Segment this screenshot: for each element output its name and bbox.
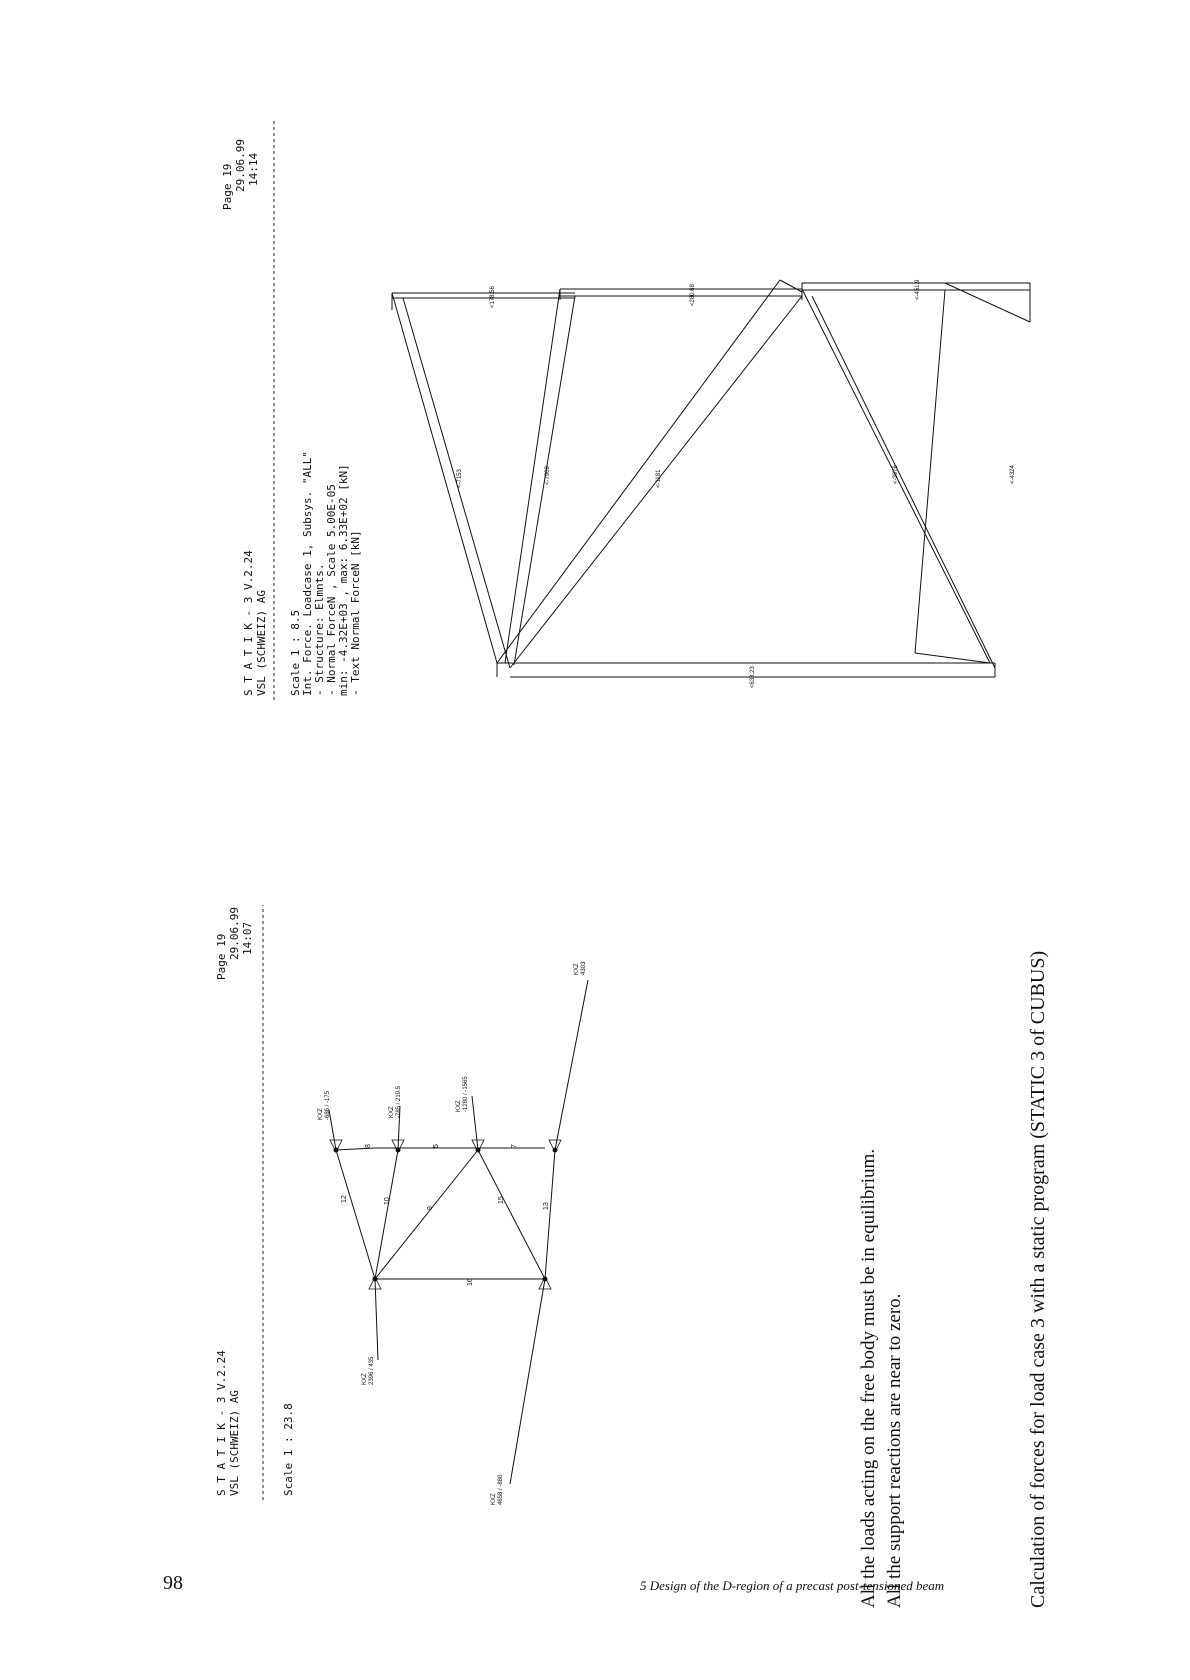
force-label: <-7969	[545, 466, 551, 485]
member-label: 8	[365, 1144, 372, 1148]
member-label: 5	[433, 1144, 440, 1148]
left-company: VSL (SCHWEIZ) AG	[228, 1390, 241, 1496]
member-label: 16	[467, 1278, 474, 1286]
page-number: 98	[163, 1572, 183, 1594]
right-page-label: Page 19	[221, 163, 234, 210]
support-label-2: KXZ -785 / 219.5	[389, 1085, 402, 1118]
right-date: 29.06.99	[234, 139, 247, 192]
member-label: 10	[384, 1197, 391, 1205]
right-info-line-1: Scale 1 : 8.5	[289, 609, 302, 696]
support-label-1: KXZ -686 / -175	[318, 1090, 331, 1120]
left-time: 14:07	[241, 921, 254, 955]
force-label: <-3976	[893, 465, 899, 484]
left-page-label: Page 19	[215, 933, 228, 980]
support-label-3: KXZ -1280 / -1565	[456, 1076, 469, 1112]
support-label-5: KXZ 2396 / 435	[362, 1356, 375, 1385]
force-label: <178.56	[490, 286, 496, 308]
left-program-title: S T A T I K - 3 V.2.24	[215, 1350, 228, 1496]
footer-chapter-title: 5 Design of the D-region of a precast post-tensioned beam	[640, 1578, 945, 1593]
left-date: 29.06.99	[228, 907, 241, 960]
member-label: 12	[341, 1195, 348, 1203]
force-label: <-4324	[1010, 465, 1016, 484]
right-company: VSL (SCHWEIZ) AG	[255, 590, 268, 696]
force-label: <280.68	[690, 284, 696, 306]
force-label: <633.23	[750, 666, 756, 688]
right-info-line-6: - Text Normal ForceN [kN]	[349, 530, 362, 696]
right-time: 14:14	[247, 152, 260, 186]
force-label: <-7153	[457, 469, 463, 488]
note-line-2: All the support reactions are near to zero.	[884, 1293, 905, 1608]
member-label: 7	[511, 1144, 518, 1148]
force-label: <-1181	[656, 469, 662, 488]
support-label-6: KXZ 4658 / -880	[491, 1474, 504, 1505]
left-scale: Scale 1 : 23.8	[282, 1403, 295, 1496]
force-label: <-451.9	[915, 279, 921, 300]
right-info-line-5: min: -4.32E+03 , max: 6.33E+02 [kN]	[337, 464, 350, 696]
right-info-line-2: Int. Force. Loadcase 1, Subsys. "ALL"	[301, 450, 314, 696]
note-line-1: All the loads acting on the free body must be in equilibrium.	[858, 1148, 879, 1608]
right-program-title: S T A T I K - 3 V.2.24	[242, 550, 255, 696]
support-label-4: KXZ 4303	[574, 961, 587, 975]
figure-caption: Calculation of forces for load case 3 with a static program (STATIC 3 of CUBUS)	[1027, 950, 1049, 1608]
member-label: 13	[543, 1202, 550, 1210]
right-info-line-4: - Normal ForceN , Scale 5.00E-05	[325, 484, 338, 696]
member-label: 15	[498, 1196, 505, 1204]
right-info-line-3: - Structure: Elmnts.	[313, 563, 326, 696]
member-label: 9	[427, 1206, 434, 1210]
